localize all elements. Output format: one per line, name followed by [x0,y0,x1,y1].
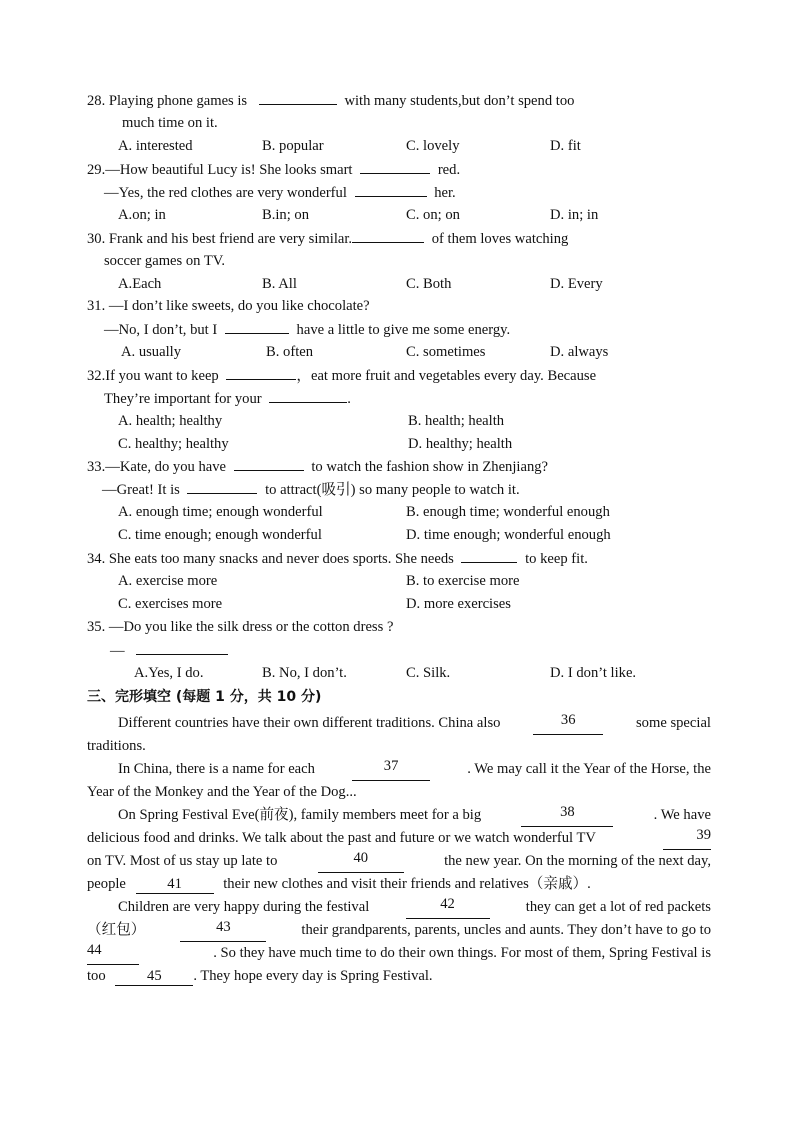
q31-stem-reply: —No, I don’t, but I have a little to give me some energy. [104,319,510,340]
q31-option-a: A. usually [121,344,181,360]
q29-option-b: B.in; on [262,207,310,223]
q32-stem-cont: They’re important for your . [104,388,351,409]
q28-option-a: A. interested [118,138,193,154]
q32-blank-2 [269,388,347,403]
q30-option-b: B. All [262,276,297,292]
gap-45: 45 [115,968,193,986]
q35-blank [136,640,228,655]
passage-line: （红包） 43 their grandparents, parents, uncles and aunts. They don’t have to go to [87,919,711,942]
q34-option-b: B. to exercise more [406,573,520,589]
q35-option-d: D. I don’t like. [550,665,637,681]
passage-line: Different countries have their own different traditions. China also 36 some special [87,712,711,735]
q32-stem: 32.If you want to keep ，eat more fruit and vegetables every day. Because [87,365,596,386]
q30-option-c: C. Both [406,276,452,292]
q30-option-d: D. Every [550,276,603,292]
gap-42: 42 [406,896,490,919]
q33-option-a: A. enough time; enough wonderful [118,504,323,520]
q30-stem-cont: soccer games on TV. [104,253,226,269]
passage-line: Year of the Monkey and the Year of the Dog... [87,784,357,800]
q32-option-a: A. health; healthy [118,413,223,429]
gap-41: 41 [136,876,214,894]
q28-stem-cont: much time on it. [122,115,218,131]
gap-44: 44 [87,942,139,965]
section-heading: 三、完形填空 (每题 1 分，共 10 分) [87,689,322,705]
q28-stem: 28. Playing phone games is with many students,but don’t spend too [87,90,574,111]
q35-option-a: A.Yes, I do. [134,665,204,681]
q34-option-d: D. more exercises [406,596,511,612]
passage-line: delicious food and drinks. We talk about the past and future or we watch wonderful TV 39 [87,827,711,850]
passage-line: on TV. Most of us stay up late to 40 the new year. On the morning of the next day, [87,850,711,873]
q33-blank-2 [187,479,257,494]
q29-option-d: D. in; in [550,207,599,223]
q32-option-c: C. healthy; healthy [118,436,229,452]
q33-option-c: C. time enough; enough wonderful [118,527,322,543]
q32-blank-1 [226,365,296,380]
q31-option-d: D. always [550,344,609,360]
passage-line: people 41 their new clothes and visit their friends and relatives（亲戚）. [87,876,591,892]
gap-39: 39 [663,827,711,850]
q29-blank-2 [355,182,427,197]
q28-option-c: C. lovely [406,138,460,154]
q35-stem-reply: — [110,640,228,661]
gap-36: 36 [533,712,603,735]
q31-blank [225,319,289,334]
q33-stem-reply: —Great! It is to attract(吸引) so many people to watch it. [102,479,520,500]
q29-stem-reply: —Yes, the red clothes are very wonderful her. [104,182,456,203]
q35-option-b: B. No, I don’t. [262,665,347,681]
q28-option-d: D. fit [550,138,581,154]
q29-blank-1 [360,159,430,174]
q29-option-a: A.on; in [118,207,166,223]
gap-38: 38 [521,804,613,827]
gap-37: 37 [352,758,430,781]
q30-stem: 30. Frank and his best friend are very similar. of them loves watching [87,228,568,249]
q34-option-c: C. exercises more [118,596,223,612]
passage-line: too 45 . They hope every day is Spring Festival. [87,968,433,984]
q33-option-b: B. enough time; wonderful enough [406,504,610,520]
q33-stem: 33.—Kate, do you have to watch the fashion show in Zhenjiang? [87,456,548,477]
q28-blank [259,90,337,105]
q31-option-c: C. sometimes [406,344,486,360]
q32-option-d: D. healthy; health [408,436,513,452]
gap-43: 43 [180,919,266,942]
cloze-passage [87,712,711,988]
q35-stem: 35. —Do you like the silk dress or the cotton dress ? [87,619,394,635]
q34-option-a: A. exercise more [118,573,218,589]
q30-blank [352,228,424,243]
passage-line: traditions. [87,738,146,754]
q28-option-b: B. popular [262,138,324,154]
q33-blank-1 [234,456,304,471]
q31-stem: 31. —I don’t like sweets, do you like chocolate? [87,298,370,314]
passage-line: 44 . So they have much time to do their own things. For most of them, Spring Festival is [87,942,711,965]
q33-option-d: D. time enough; wonderful enough [406,527,611,543]
passage-line: On Spring Festival Eve(前夜), family members meet for a big 38 . We have [87,804,711,827]
q34-blank [461,548,517,563]
passage-line: In China, there is a name for each 37 . We may call it the Year of the Horse, the [87,758,711,781]
q32-option-b: B. health; health [408,413,505,429]
q29-option-c: C. on; on [406,207,460,223]
q29-stem: 29.—How beautiful Lucy is! She looks smart red. [87,159,460,180]
q35-option-c: C. Silk. [406,665,451,681]
gap-40: 40 [318,850,404,873]
q30-option-a: A.Each [118,276,162,292]
q31-option-b: B. often [266,344,314,360]
q34-stem: 34. She eats too many snacks and never does sports. She needs to keep fit. [87,548,588,569]
passage-line: Children are very happy during the festival 42 they can get a lot of red packets [87,896,711,919]
